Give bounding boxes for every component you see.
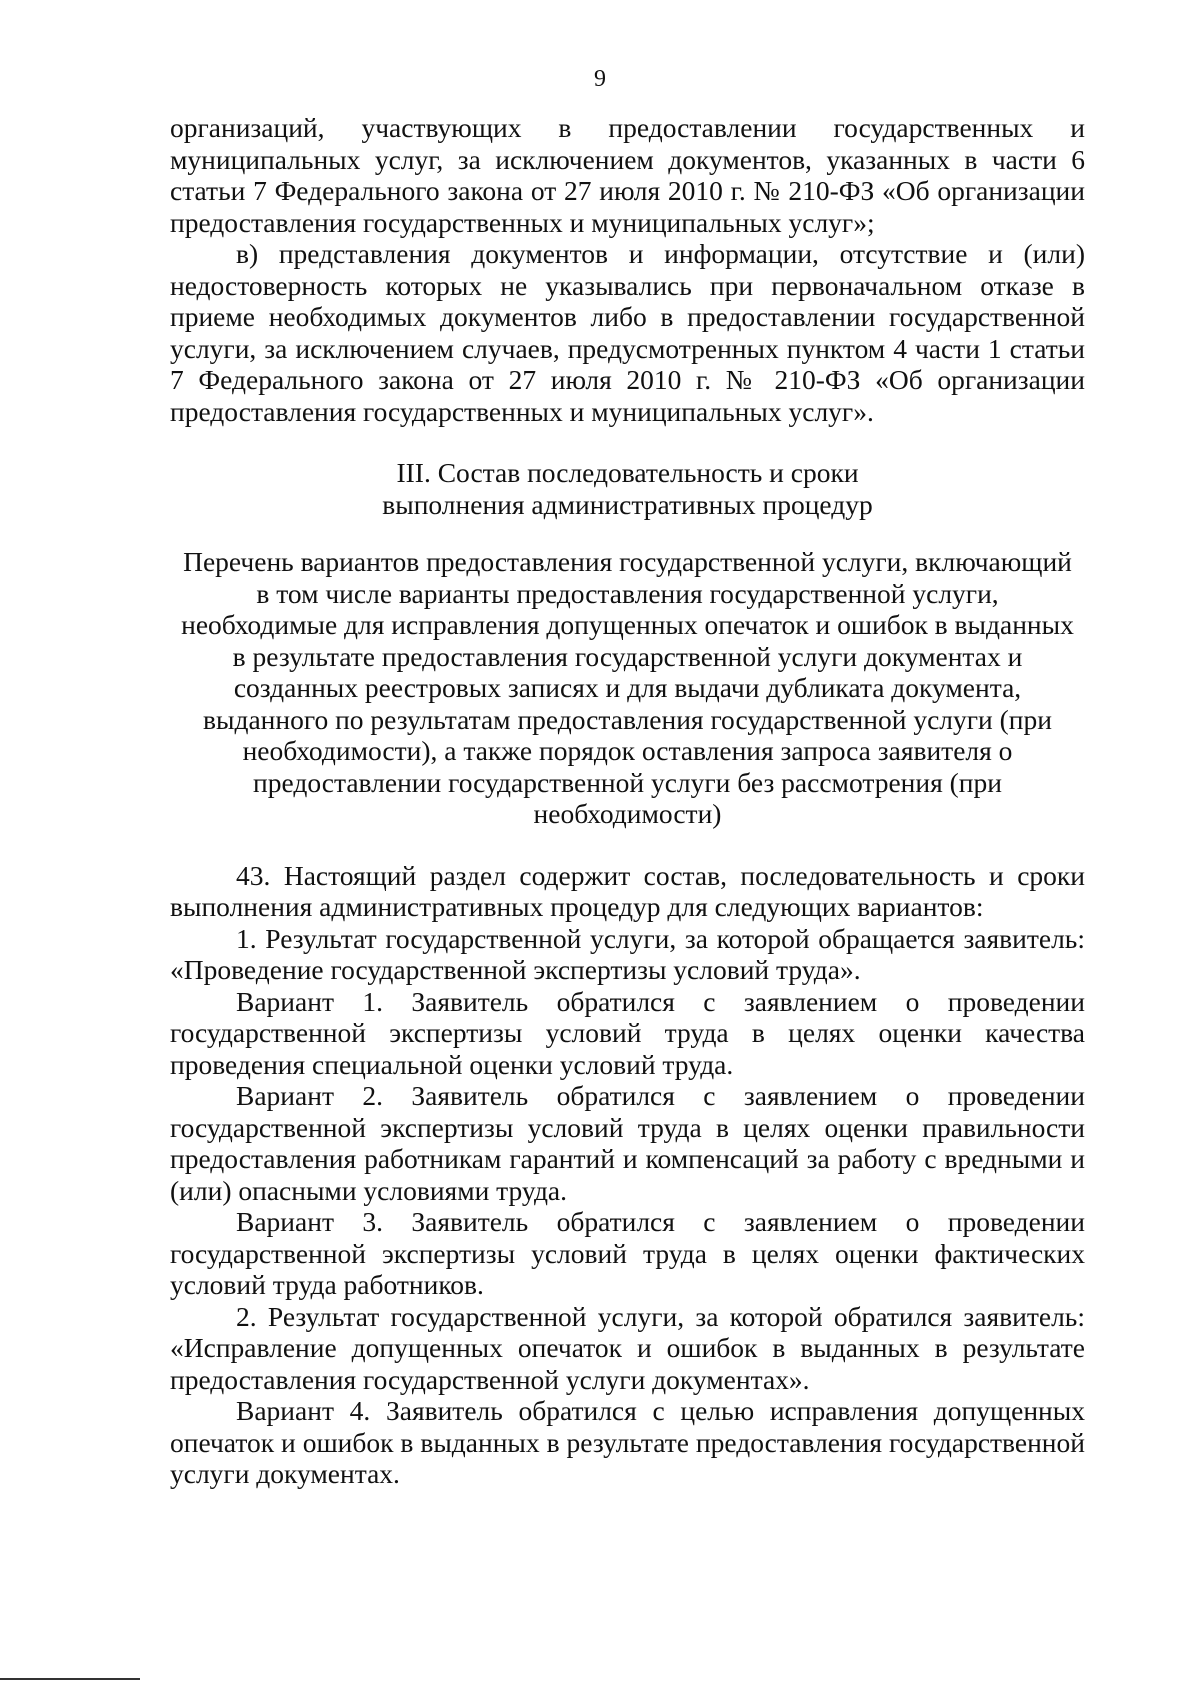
paragraph-variant-1: Вариант 1. Заявитель обратился с заявлением о проведении государственной экспертизы условий труда в целях оценки качества проведения специальной оценки условий труда. bbox=[170, 985, 1085, 1080]
paragraph-result-2: 2. Результат государственной услуги, за которой обратился заявитель: «Исправление допущенных опечаток и ошибок в выданных в результате предоставления государственной услуги документах». bbox=[170, 1300, 1085, 1395]
footnote-separator bbox=[0, 1678, 140, 1680]
section-heading-line: выполнения административных процедур bbox=[382, 488, 873, 520]
subheading-line: созданных реестровых записях и для выдачи дубликата документа, bbox=[233, 672, 1022, 703]
subheading-line: необходимости) bbox=[533, 798, 722, 829]
paragraph-43: 43. Настоящий раздел содержит состав, последовательность и сроки выполнения административных процедур для следующих вариантов: bbox=[170, 859, 1085, 922]
subheading-line: в результате предоставления государственной услуги документах и bbox=[232, 640, 1023, 672]
section-heading-line: III. Состав последовательность и сроки bbox=[396, 457, 859, 488]
paragraph-variant-3: Вариант 3. Заявитель обратился с заявлением о проведении государственной экспертизы условий труда в целях оценки фактических условий труда работников. bbox=[170, 1206, 1085, 1300]
subheading-line: Перечень вариантов предоставления государственной услуги, включающий bbox=[183, 546, 1072, 577]
subheading-line: необходимости), а также порядок оставления запроса заявителя о bbox=[242, 735, 1013, 766]
section-heading bbox=[170, 457, 1085, 520]
paragraph-variant-4: Вариант 4. Заявитель обратился с целью исправления допущенных опечаток и ошибок в выданных в результате предоставления государственной услуги документах. bbox=[170, 1395, 1085, 1489]
paragraph-item-v: в) представления документов и информации, отсутствие и (или) недостоверность которых не указывались при первоначальном отказе в приеме необходимых документов либо в предоставлении государственной услуги, за исключением случаев, предусмотренных пунктом 4 части 1 статьи 7 Федерального закона от 27 июля 2010 г. № 210-ФЗ «Об организации предоставления государственных и муниципальных услуг». bbox=[170, 238, 1085, 427]
subheading-line: выданного по результатам предоставления государственной услуги (при bbox=[203, 703, 1052, 735]
paragraph-continuation: организаций, участвующих в предоставлении государственных и муниципальных услуг, за исключением документов, указанных в части 6 статьи 7 Федерального закона от 27 июля 2010 г. № 210-ФЗ «Об организации предоставления государственных и муниципальных услуг»; bbox=[170, 112, 1085, 238]
page-number: 9 bbox=[594, 66, 606, 92]
paragraph-result-1: 1. Результат государственной услуги, за которой обращается заявитель: «Проведение государственной экспертизы условий труда». bbox=[170, 922, 1085, 985]
subheading-line: предоставлении государственной услуги без рассмотрения (при bbox=[253, 766, 1002, 798]
document-body bbox=[170, 112, 1085, 1490]
subsection-heading bbox=[170, 546, 1085, 830]
subheading-line: в том числе варианты предоставления государственной услуги, bbox=[256, 577, 999, 609]
paragraph-variant-2: Вариант 2. Заявитель обратился с заявлением о проведении государственной экспертизы условий труда в целях оценки правильности предоставления работникам гарантий и компенсаций за работу с вредными и (или) опасными условиями труда. bbox=[170, 1080, 1085, 1206]
subheading-line: необходимые для исправления допущенных опечаток и ошибок в выданных bbox=[181, 609, 1074, 640]
